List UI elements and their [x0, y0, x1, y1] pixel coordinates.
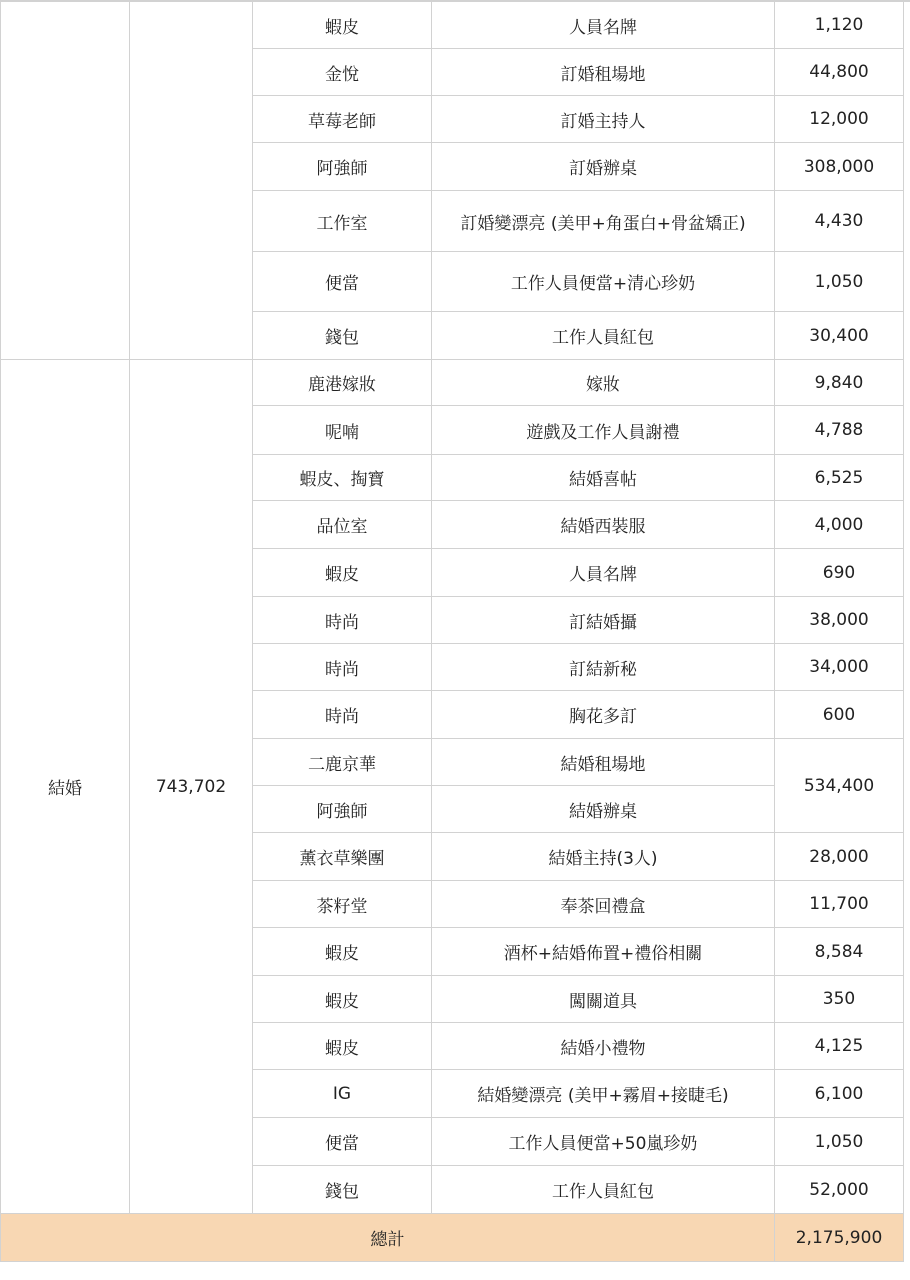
item-cell: 嫁妝 — [432, 360, 775, 406]
amount-cell: 1,050 — [775, 1118, 904, 1166]
item-cell: 闖關道具 — [432, 976, 775, 1023]
vendor-cell: 蝦皮 — [253, 928, 432, 976]
amount-cell: 11,700 — [775, 881, 904, 928]
amount-cell: 38,000 — [775, 597, 904, 644]
amount-cell: 350 — [775, 976, 904, 1023]
amount-cell: 4,430 — [775, 191, 904, 252]
item-cell: 奉茶回禮盒 — [432, 881, 775, 928]
item-cell: 結婚主持(3人) — [432, 833, 775, 881]
item-cell: 訂婚變漂亮 (美甲+角蛋白+骨盆矯正) — [432, 191, 775, 252]
item-cell: 訂婚租場地 — [432, 49, 775, 96]
vendor-cell: 呢喃 — [253, 406, 432, 455]
item-cell: 工作人員紅包 — [432, 1166, 775, 1214]
vendor-cell: 阿強師 — [253, 786, 432, 833]
amount-cell: 4,788 — [775, 406, 904, 455]
amount-cell: 28,000 — [775, 833, 904, 881]
vendor-cell: 二鹿京華 — [253, 739, 432, 786]
item-cell: 人員名牌 — [432, 549, 775, 597]
item-cell: 工作人員便當+50嵐珍奶 — [432, 1118, 775, 1166]
amount-cell: 690 — [775, 549, 904, 597]
amount-cell: 52,000 — [775, 1166, 904, 1214]
vendor-cell: 工作室 — [253, 191, 432, 252]
vendor-cell: 蝦皮 — [253, 976, 432, 1023]
total-label: 總計 — [0, 1214, 775, 1262]
item-cell: 結婚喜帖 — [432, 455, 775, 501]
subtotal-cell: 743,702 — [130, 360, 253, 1214]
vendor-cell: IG — [253, 1070, 432, 1118]
vendor-cell: 便當 — [253, 252, 432, 312]
vendor-cell: 時尚 — [253, 691, 432, 739]
amount-cell: 30,400 — [775, 312, 904, 360]
item-cell: 結婚辦桌 — [432, 786, 775, 833]
vendor-cell: 品位室 — [253, 501, 432, 549]
item-cell: 訂婚主持人 — [432, 96, 775, 143]
vendor-cell: 時尚 — [253, 644, 432, 691]
vendor-cell: 時尚 — [253, 597, 432, 644]
item-cell: 訂結婚攝 — [432, 597, 775, 644]
vendor-cell: 蝦皮 — [253, 2, 432, 49]
vendor-cell: 錢包 — [253, 1166, 432, 1214]
item-cell: 人員名牌 — [432, 2, 775, 49]
total-amount: 2,175,900 — [775, 1214, 904, 1262]
item-cell: 結婚西裝服 — [432, 501, 775, 549]
amount-cell-merged: 534,400 — [775, 739, 904, 833]
vendor-cell: 蝦皮 — [253, 1023, 432, 1070]
vendor-cell: 錢包 — [253, 312, 432, 360]
vendor-cell: 草莓老師 — [253, 96, 432, 143]
amount-cell: 4,000 — [775, 501, 904, 549]
vendor-cell: 蝦皮、掏寶 — [253, 455, 432, 501]
item-cell: 結婚小禮物 — [432, 1023, 775, 1070]
amount-cell: 4,125 — [775, 1023, 904, 1070]
item-cell: 胸花多訂 — [432, 691, 775, 739]
item-cell: 結婚變漂亮 (美甲+霧眉+接睫毛) — [432, 1070, 775, 1118]
vendor-cell: 鹿港嫁妝 — [253, 360, 432, 406]
subtotal-cell-prev — [130, 2, 253, 360]
item-cell: 結婚租場地 — [432, 739, 775, 786]
category-cell: 結婚 — [0, 360, 130, 1214]
item-cell: 工作人員紅包 — [432, 312, 775, 360]
amount-cell: 6,100 — [775, 1070, 904, 1118]
vendor-cell: 金悅 — [253, 49, 432, 96]
amount-cell: 600 — [775, 691, 904, 739]
vendor-cell: 薰衣草樂團 — [253, 833, 432, 881]
amount-cell: 44,800 — [775, 49, 904, 96]
amount-cell: 9,840 — [775, 360, 904, 406]
item-cell: 工作人員便當+清心珍奶 — [432, 252, 775, 312]
vendor-cell: 阿強師 — [253, 143, 432, 191]
vendor-cell: 茶籽堂 — [253, 881, 432, 928]
vendor-cell: 便當 — [253, 1118, 432, 1166]
amount-cell: 12,000 — [775, 96, 904, 143]
amount-cell: 1,120 — [775, 2, 904, 49]
item-cell: 訂結新秘 — [432, 644, 775, 691]
amount-cell: 1,050 — [775, 252, 904, 312]
item-cell: 酒杯+結婚佈置+禮俗相關 — [432, 928, 775, 976]
amount-cell: 8,584 — [775, 928, 904, 976]
vendor-cell: 蝦皮 — [253, 549, 432, 597]
category-cell-prev — [0, 2, 130, 360]
item-cell: 遊戲及工作人員謝禮 — [432, 406, 775, 455]
amount-cell: 6,525 — [775, 455, 904, 501]
amount-cell: 34,000 — [775, 644, 904, 691]
item-cell: 訂婚辦桌 — [432, 143, 775, 191]
amount-cell: 308,000 — [775, 143, 904, 191]
